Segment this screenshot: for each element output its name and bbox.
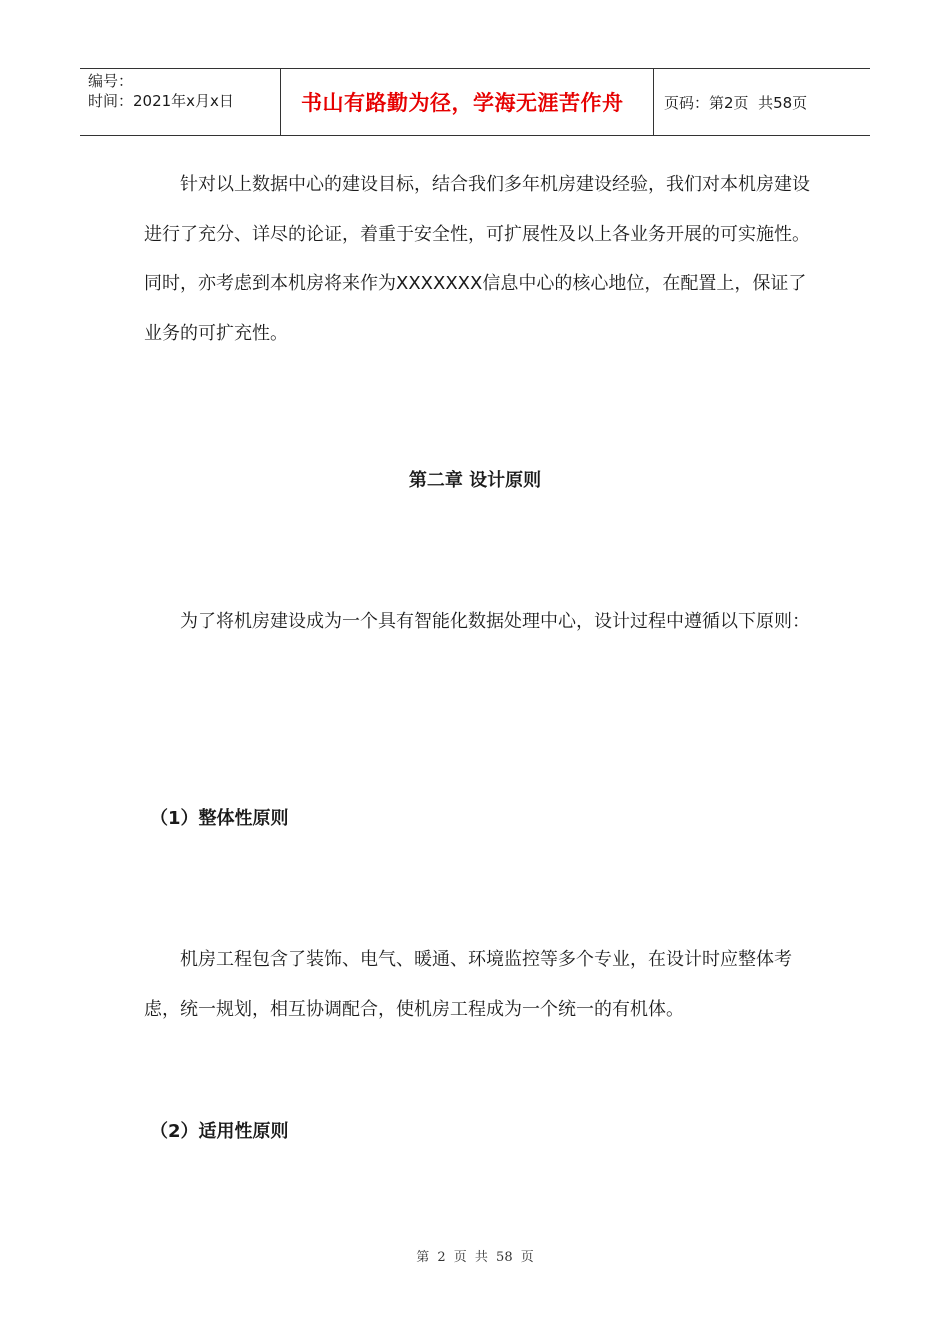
header-page-info: 页码：第2页 共58页 bbox=[664, 93, 808, 112]
page-header bbox=[80, 68, 870, 136]
document-time-label: 时间：2021年x月x日 bbox=[88, 92, 234, 110]
page-footer: 第 2 页 共 58 页 bbox=[416, 1250, 534, 1265]
section-heading-applicability: （2）适用性原则 bbox=[150, 1121, 289, 1142]
header-motto: 书山有路勤为径，学海无涯苦作舟 bbox=[301, 90, 624, 115]
chapter-title: 第二章 设计原则 bbox=[408, 470, 542, 491]
header-page-cell bbox=[654, 69, 870, 135]
document-number-label: 编号： bbox=[88, 72, 134, 90]
header-motto-cell bbox=[281, 69, 654, 135]
section-heading-integrity: （1）整体性原则 bbox=[150, 808, 289, 829]
body-paragraph-intro: 针对以上数据中心的建设目标，结合我们多年机房建设经验，我们对本机房建设进行了充分、详尽的论证，着重于安全性，可扩展性及以上各业务开展的可实施性。同时，亦考虑到本机房将来作为XXXXXXX信息中心的核心地位，在配置上，保证了业务的可扩充性。 bbox=[144, 174, 810, 344]
header-meta-cell bbox=[80, 69, 281, 135]
body-paragraph-integrity: 机房工程包含了装饰、电气、暖通、环境监控等多个专业，在设计时应整体考虑，统一规划，相互协调配合，使机房工程成为一个统一的有机体。 bbox=[144, 949, 792, 1020]
body-paragraph-principles: 为了将机房建设成为一个具有智能化数据处理中心，设计过程中遵循以下原则： bbox=[180, 611, 810, 632]
